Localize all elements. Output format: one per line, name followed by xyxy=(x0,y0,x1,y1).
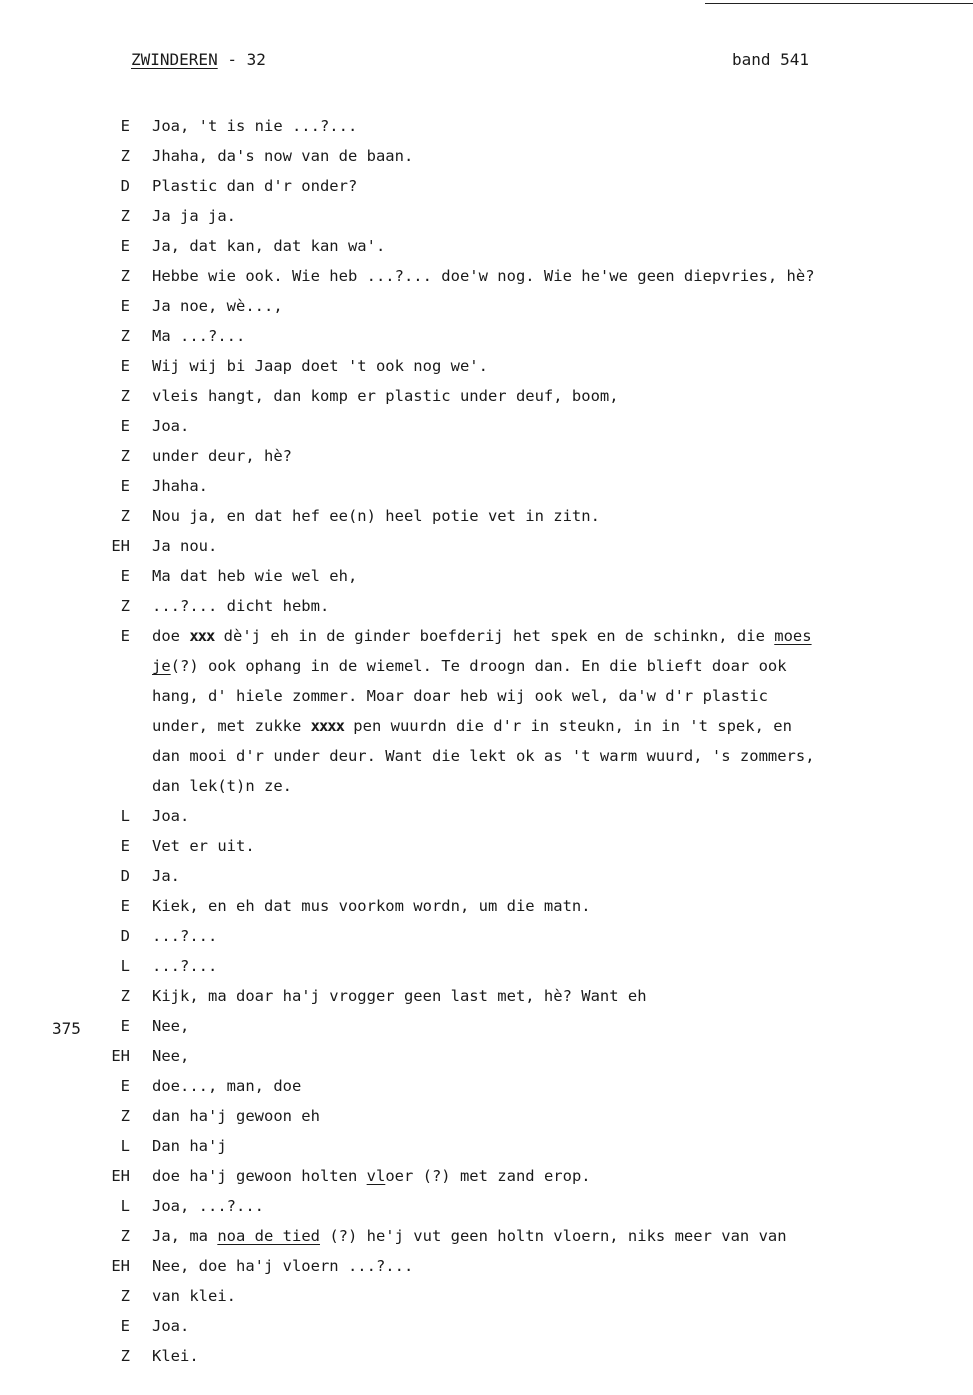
transcript-line xyxy=(0,201,973,231)
transcript-line xyxy=(0,321,973,351)
transcript-line xyxy=(0,381,973,411)
speaker-label: L xyxy=(120,1197,130,1215)
speaker-label: Z xyxy=(120,1287,130,1305)
transcript-line xyxy=(0,441,973,471)
utterance-text: ...?... xyxy=(152,957,218,975)
margin-number: 375 xyxy=(52,1019,81,1038)
transcript-line xyxy=(0,171,973,201)
transcript-line xyxy=(0,1191,973,1221)
utterance-text: Nee, xyxy=(152,1047,190,1065)
transcript-line xyxy=(0,591,973,621)
transcript-line xyxy=(0,741,973,771)
speaker-label: Z xyxy=(120,147,130,165)
speaker-label: E xyxy=(120,1077,130,1095)
transcript-line xyxy=(0,471,973,501)
transcript-line xyxy=(0,1161,973,1191)
text-segment: under, met zukke xyxy=(152,717,311,735)
underlined-word: je xyxy=(152,657,171,675)
speaker-label: Z xyxy=(120,1107,130,1125)
speaker-label: D xyxy=(120,927,130,945)
page-header-left xyxy=(131,50,266,69)
transcript-line xyxy=(0,261,973,291)
utterance-text: Ma ...?... xyxy=(152,327,246,345)
transcript-line xyxy=(0,651,973,681)
utterance-text: Ma dat heb wie wel eh, xyxy=(152,567,358,585)
speaker-label: E xyxy=(120,1317,130,1335)
utterance-text: Klei. xyxy=(152,1347,199,1365)
utterance-text: van klei. xyxy=(152,1287,236,1305)
text-segment: pen wuurdn die d'r in steukn, in in 't spek, en xyxy=(343,717,792,735)
text-segment: (?) ook ophang in de wiemel. Te droogn dan. En die blieft doar ook xyxy=(170,657,787,675)
utterance-text xyxy=(152,651,942,681)
transcript-line xyxy=(0,951,973,981)
speaker-label: E xyxy=(120,567,130,585)
speaker-label: E xyxy=(120,477,130,495)
utterance-text: Joa. xyxy=(152,417,190,435)
transcript-line xyxy=(0,1041,973,1071)
speaker-label xyxy=(0,681,152,711)
speaker-label: Z xyxy=(120,447,130,465)
transcript-line xyxy=(0,231,973,261)
utterance-text: under deur, hè? xyxy=(152,447,292,465)
speaker-label: E xyxy=(120,117,130,135)
speaker-label: E xyxy=(120,837,130,855)
text-segment: doe xyxy=(152,627,190,645)
transcript-line xyxy=(0,501,973,531)
transcript-line xyxy=(0,1101,973,1131)
utterance-text: Kiek, en eh dat mus voorkom wordn, um die matn. xyxy=(152,897,591,915)
utterance-text: Vet er uit. xyxy=(152,837,255,855)
speaker-label: Z xyxy=(120,327,130,345)
speaker-label: Z xyxy=(120,987,130,1005)
speaker-label: EH xyxy=(111,1167,130,1185)
utterance-text: Ja, dat kan, dat kan wa'. xyxy=(152,237,386,255)
speaker-label: D xyxy=(120,177,130,195)
speaker-label: E xyxy=(120,1017,130,1035)
transcript-line xyxy=(0,711,973,741)
utterance-text: Dan ha'j xyxy=(152,1137,227,1155)
underlined-word: noa de tied xyxy=(217,1227,320,1245)
struck-out-word: xxxx xyxy=(310,717,344,735)
utterance-text xyxy=(152,1161,942,1191)
utterance-text: Ja ja ja. xyxy=(152,207,236,225)
utterance-text: Jhaha. xyxy=(152,477,208,495)
struck-out-word: xxx xyxy=(189,627,215,645)
transcript-line xyxy=(0,1311,973,1341)
utterance-text xyxy=(152,1221,942,1251)
utterance-text: Ja nou. xyxy=(152,537,218,555)
text-segment: doe ha'j gewoon holten xyxy=(152,1167,367,1185)
transcript-line xyxy=(0,561,973,591)
utterance-text: Nou ja, en dat hef ee(n) heel potie vet in zitn. xyxy=(152,507,600,525)
underlined-word: moes xyxy=(774,627,812,645)
utterance-text: Ja. xyxy=(152,867,180,885)
speaker-label: Z xyxy=(120,1347,130,1365)
transcript-line xyxy=(0,621,973,651)
speaker-label: E xyxy=(120,627,130,645)
transcript-line xyxy=(0,1221,973,1251)
speaker-label: L xyxy=(120,1137,130,1155)
speaker-label: E xyxy=(120,417,130,435)
transcript xyxy=(0,111,973,1371)
speaker-label: Z xyxy=(120,387,130,405)
utterance-text: Kijk, ma doar ha'j vrogger geen last met, hè? Want eh xyxy=(152,987,647,1005)
utterance-text: Wij wij bi Jaap doet 't ook nog we'. xyxy=(152,357,488,375)
transcript-line xyxy=(0,1251,973,1281)
utterance-text: Joa, 't is nie ...?... xyxy=(152,117,358,135)
utterance-text: Plastic dan d'r onder? xyxy=(152,177,358,195)
transcript-line xyxy=(0,351,973,381)
speaker-label: Z xyxy=(120,507,130,525)
transcript-line xyxy=(0,861,973,891)
transcript-line xyxy=(0,1011,973,1041)
speaker-label: E xyxy=(120,357,130,375)
speaker-label: L xyxy=(120,957,130,975)
transcript-line xyxy=(0,411,973,441)
utterance-text: Joa. xyxy=(152,1317,190,1335)
title-separator: - xyxy=(217,50,247,69)
transcript-line xyxy=(0,801,973,831)
speaker-label: Z xyxy=(120,1227,130,1245)
utterance-text: Joa. xyxy=(152,807,190,825)
band-label: band 541 xyxy=(732,50,810,69)
utterance-text: dan lek(t)n ze. xyxy=(152,777,292,795)
speaker-label: L xyxy=(120,807,130,825)
utterance-text: doe..., man, doe xyxy=(152,1077,302,1095)
transcript-line xyxy=(0,831,973,861)
utterance-text: Nee, xyxy=(152,1017,190,1035)
speaker-label: EH xyxy=(111,1047,130,1065)
speaker-label: EH xyxy=(111,537,130,555)
transcript-line xyxy=(0,291,973,321)
page-number: 32 xyxy=(246,50,266,69)
utterance-text: Nee, doe ha'j vloern ...?... xyxy=(152,1257,414,1275)
transcript-line xyxy=(0,111,973,141)
utterance-text: Joa, ...?... xyxy=(152,1197,264,1215)
speaker-label xyxy=(0,771,152,801)
speaker-label: E xyxy=(120,237,130,255)
utterance-text: hang, d' hiele zommer. Moar doar heb wij ook wel, da'w d'r plastic xyxy=(152,687,768,705)
text-segment: oer (?) met zand erop. xyxy=(385,1167,591,1185)
utterance-text: Ja noe, wè..., xyxy=(152,297,283,315)
transcript-line xyxy=(0,531,973,561)
transcript-line xyxy=(0,1071,973,1101)
utterance-text: Jhaha, da's now van de baan. xyxy=(152,147,414,165)
text-segment: (?) he'j vut geen holtn vloern, niks meer van van xyxy=(319,1227,787,1245)
speaker-label: EH xyxy=(111,1257,130,1275)
speaker-label xyxy=(0,651,152,681)
transcript-line xyxy=(0,921,973,951)
underlined-word: vl xyxy=(366,1167,386,1185)
speaker-label xyxy=(0,741,152,771)
transcript-line xyxy=(0,771,973,801)
speaker-label: E xyxy=(120,897,130,915)
utterance-text xyxy=(152,621,942,651)
utterance-text: vleis hangt, dan komp er plastic under deuf, boom, xyxy=(152,387,619,405)
transcript-line xyxy=(0,1131,973,1161)
utterance-text: dan mooi d'r under deur. Want die lekt ok as 't warm wuurd, 's zommers, xyxy=(152,747,815,765)
utterance-text xyxy=(152,711,942,741)
text-segment: Ja, ma xyxy=(152,1227,218,1245)
speaker-label: Z xyxy=(120,597,130,615)
transcript-line xyxy=(0,891,973,921)
utterance-text: dan ha'j gewoon eh xyxy=(152,1107,320,1125)
utterance-text: ...?... xyxy=(152,927,218,945)
utterance-text: Hebbe wie ook. Wie heb ...?... doe'w nog. Wie he'we geen diepvries, hè? xyxy=(152,267,815,285)
document-title: ZWINDEREN xyxy=(131,50,218,69)
transcript-line xyxy=(0,981,973,1011)
text-segment: dè'j eh in de ginder boefderij het spek en de schinkn, die xyxy=(214,627,775,645)
transcript-line xyxy=(0,141,973,171)
speaker-label: Z xyxy=(120,267,130,285)
transcript-line xyxy=(0,1341,973,1371)
speaker-label: D xyxy=(120,867,130,885)
utterance-text: ...?... dicht hebm. xyxy=(152,597,330,615)
top-rule xyxy=(705,3,973,4)
transcript-line xyxy=(0,681,973,711)
speaker-label: Z xyxy=(120,207,130,225)
speaker-label: E xyxy=(120,297,130,315)
transcript-line xyxy=(0,1281,973,1311)
speaker-label xyxy=(0,711,152,741)
